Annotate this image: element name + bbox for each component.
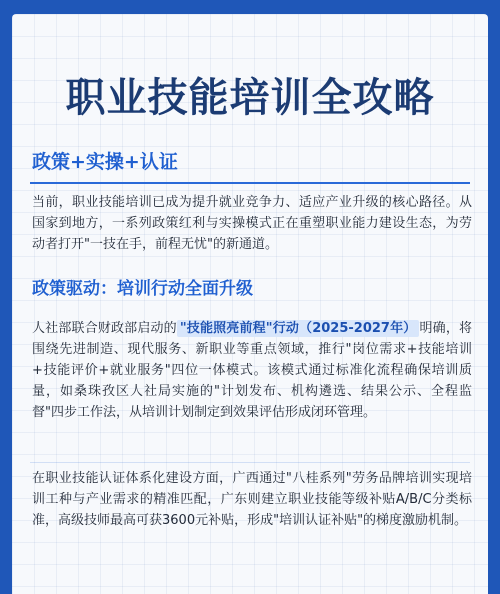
- policy-paragraph: [32, 318, 472, 423]
- page-title: 职业技能培训全攻略: [65, 75, 435, 121]
- section-heading: 政策驱动：培训行动全面升级: [32, 279, 253, 299]
- policy-lead-text: 人社部联合财政部启动的: [32, 321, 177, 336]
- subtitle-underline: [30, 182, 470, 184]
- article-card: [12, 14, 488, 594]
- intro-paragraph: 当前，职业技能培训已成为提升就业竞争力、适应产业升级的核心路径。从国家到地方，一系列政策红利与实操模式正在重塑职业能力建设生态，为劳动者打开"一技在手，前程无忧"的新通道。: [32, 195, 472, 252]
- policy-rest-text: 明确，将围绕先进制造、现代服务、新职业等重点领域，推行"岗位需求+技能培训+技能评价+就业服务"四位一体模式。该模式通过标准化流程确保培训质量，如桑珠孜区人社局实施的"计划发布、机构遴选、结果公示、全程监督"四步工作法，从培训计划制定到效果评估形成闭环管理。: [32, 321, 472, 420]
- subtitle: 政策+实操+认证: [32, 151, 178, 173]
- highlight-action-name: "技能照亮前程"行动（2025-2027年）: [177, 320, 420, 337]
- paragraph-divider: [30, 462, 470, 463]
- certification-paragraph: 在职业技能认证体系化建设方面，广西通过"八桂系列"劳务品牌培训实现培训工种与产业需求的精准匹配，广东则建立职业技能等级补贴A/B/C分类标准，高级技师最高可获3600元补贴，形成"培训认证补贴"的梯度激励机制。: [32, 471, 472, 528]
